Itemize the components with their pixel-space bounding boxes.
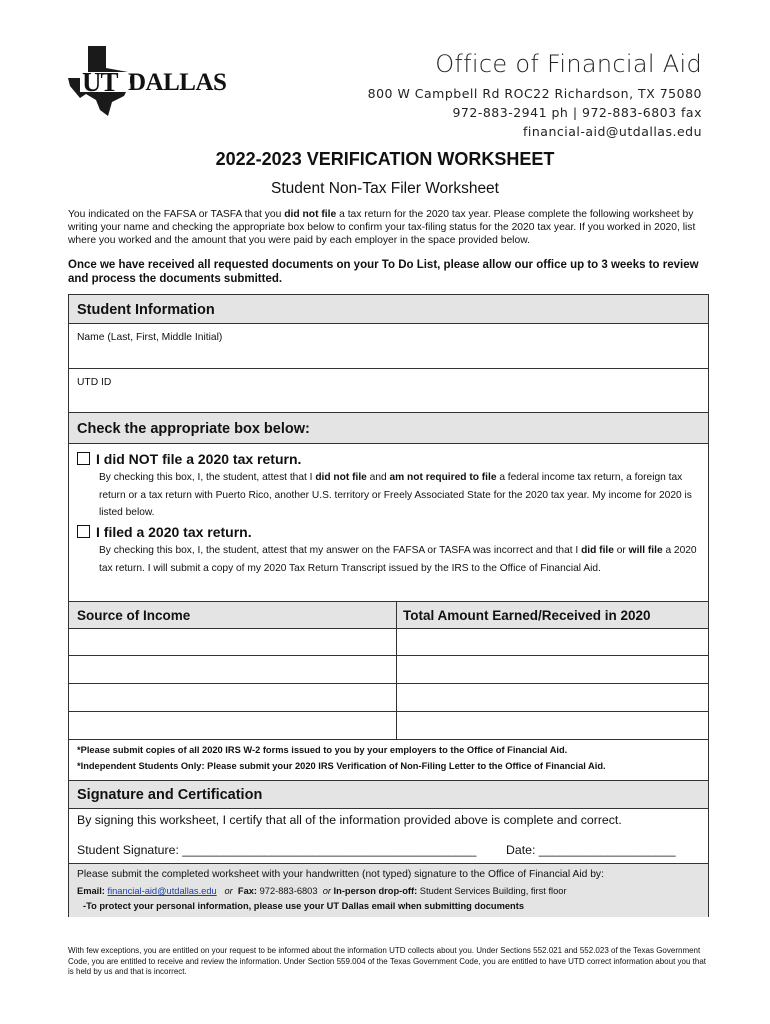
income-source-cell[interactable]	[69, 712, 395, 739]
utd-id-field[interactable]	[69, 369, 708, 413]
w2-note: *Please submit copies of all 2020 IRS W-2 forms issued to you by your employers to the Office of Financial Aid.	[77, 745, 568, 755]
income-rows	[69, 628, 708, 739]
name-field[interactable]	[69, 324, 708, 369]
option-filed	[77, 524, 702, 577]
certify-statement: By signing this worksheet, I certify that all of the information provided above is complete and correct.	[77, 813, 622, 827]
office-contact-block	[368, 50, 702, 141]
logo-ut-text: UT	[82, 67, 118, 97]
logo-dallas-text: DALLAS	[128, 69, 227, 96]
date-line[interactable]: Date: ____________________	[506, 843, 676, 857]
column-divider	[396, 602, 397, 628]
submit-instructions: Please submit the completed worksheet with your handwritten (not typed) signature to the Office of Financial Aid by:	[77, 869, 604, 880]
income-source-cell[interactable]	[69, 656, 395, 683]
income-table-header	[69, 601, 708, 629]
utd-id-field-label: UTD ID	[77, 377, 112, 388]
income-amount-cell[interactable]	[397, 628, 708, 655]
office-email: financial-aid@utdallas.edu	[523, 124, 702, 139]
did-not-file-checkbox[interactable]	[77, 452, 90, 465]
did-not-file-label: I did NOT file a 2020 tax return.	[96, 451, 302, 467]
office-title: Office of Financial Aid	[435, 50, 702, 78]
office-phones: 972-883-2941 ph | 972-883-6803 fax	[452, 105, 702, 120]
income-amount-cell[interactable]	[397, 712, 708, 739]
independent-note: *Independent Students Only: Please submit your 2020 IRS Verification of Non-Filing Letter to the Office of Financial Aid.	[77, 761, 606, 771]
total-amount-header: Total Amount Earned/Received in 2020	[403, 608, 651, 623]
page-subtitle: Student Non-Tax Filer Worksheet	[270, 180, 499, 197]
financial-aid-email-link[interactable]: financial-aid@utdallas.edu	[107, 886, 217, 896]
utd-logo	[66, 44, 256, 118]
filed-checkbox[interactable]	[77, 525, 90, 538]
submit-methods: Email: financial-aid@utdallas.edu or Fax: 972-883-6803 or In-person drop-off: Student Services Building, first floor	[77, 886, 567, 896]
income-amount-cell[interactable]	[397, 684, 708, 711]
page-title: 2022-2023 VERIFICATION WORKSHEET	[215, 149, 555, 169]
processing-notice: Once we have received all requested documents on your To Do List, please allow our office up to 3 weeks to review and process the documents submitted.	[68, 259, 699, 285]
income-source-cell[interactable]	[69, 628, 395, 655]
income-source-cell[interactable]	[69, 684, 395, 711]
submission-instructions	[69, 863, 708, 917]
filed-label: I filed a 2020 tax return.	[96, 524, 252, 540]
privacy-note: -To protect your personal information, please use your UT Dallas email when submitting documents	[83, 901, 524, 911]
intro-paragraph: You indicated on the FAFSA or TASFA that you did not file a tax return for the 2020 tax year. Please complete the following worksheet by writing your name and checking the appropriate box below to confirm your tax-filing status for the 2020 tax year. If you worked in 2020, list where you worked and the amount that you were paid by each employer in the space provided below.	[68, 209, 696, 246]
student-info-header: Student Information	[69, 295, 708, 324]
office-address: 800 W Campbell Rd ROC22 Richardson, TX 75080	[367, 86, 702, 101]
signature-header: Signature and Certification	[69, 780, 708, 809]
filed-description: By checking this box, I, the student, attest that my answer on the FAFSA or TASFA was incorrect and that I did file or will file a 2020 tax return. I will submit a copy of my 2020 Tax Return Transcript issued by the IRS to the Office of Financial Aid.	[99, 545, 697, 574]
option-did-not-file	[77, 451, 702, 522]
name-field-label: Name (Last, First, Middle Initial)	[77, 332, 223, 343]
student-signature-line[interactable]: Student Signature: ___________________________________________	[77, 843, 477, 857]
did-not-file-description: By checking this box, I, the student, attest that I did not file and am not required to file a federal income tax return, a foreign tax return or a tax return with Puerto Rico, another U.S. territory or Freely Associated State for the 2020 tax year. My income for 2020 is listed below.	[99, 472, 692, 518]
worksheet-form	[68, 294, 709, 917]
income-amount-cell[interactable]	[397, 656, 708, 683]
source-of-income-header: Source of Income	[77, 608, 191, 623]
income-notes	[69, 739, 708, 780]
check-box-header: Check the appropriate box below:	[69, 413, 708, 444]
footer-notice: With few exceptions, you are entitled on your request to be informed about the information UTD collects about you. Under Sections 552.021 and 552.023 of the Texas Government Code, you are entitled to receive and review the information. Under Section 559.004 of the Texas Government Code, you are entitled to have UTD correct information about you that is held by us and that is incorrect.	[68, 946, 706, 976]
